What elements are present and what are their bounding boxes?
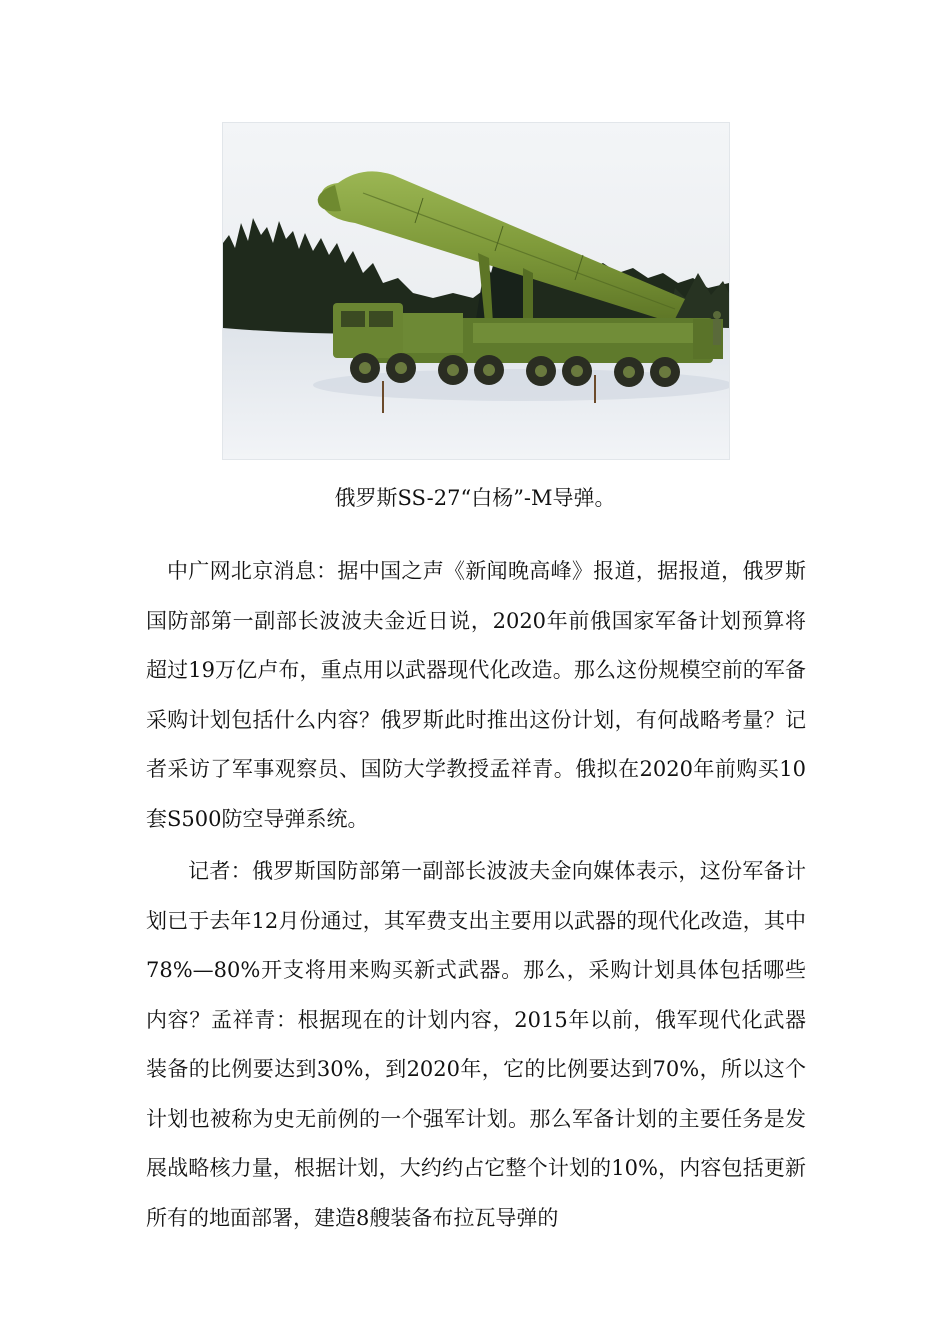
missile-photo — [222, 122, 730, 460]
article-paragraph: 中广网北京消息：据中国之声《新闻晚高峰》报道，据报道，俄罗斯国防部第一副部长波波夫金近日说，2020年前俄国家军备计划预算将超过19万亿卢布，重点用以武器现代化改造。那么这份规模空前的军备采购计划包括什么内容？俄罗斯此时推出这份计划，有何战略考量？记者采访了军事观察员、国防大学教授孟祥青。俄拟在2020年前购买10套S500防空导弹系统。 — [146, 559, 806, 831]
missile-launcher-image — [223, 123, 729, 459]
article-paragraph: 记者：俄罗斯国防部第一副部长波波夫金向媒体表示，这份军备计划已于去年12月份通过，其军费支出主要用以武器的现代化改造，其中78%—80%开支将用来购买新式武器。那么，采购计划具体包括哪些内容？孟祥青：根据现在的计划内容，2015年以前，俄军现代化武器装备的比例要达到30%，到2020年，它的比例要达到70%，所以这个计划也被称为史无前例的一个强军计划。那么军备计划的主要任务是发展战略核力量，根据计划，大约约占它整个计划的10%，内容包括更新所有的地面部署，建造8艘装备布拉瓦导弹的 — [146, 859, 806, 1230]
figure-caption: 俄罗斯SS-27“白杨”-M导弹。 — [334, 486, 616, 510]
